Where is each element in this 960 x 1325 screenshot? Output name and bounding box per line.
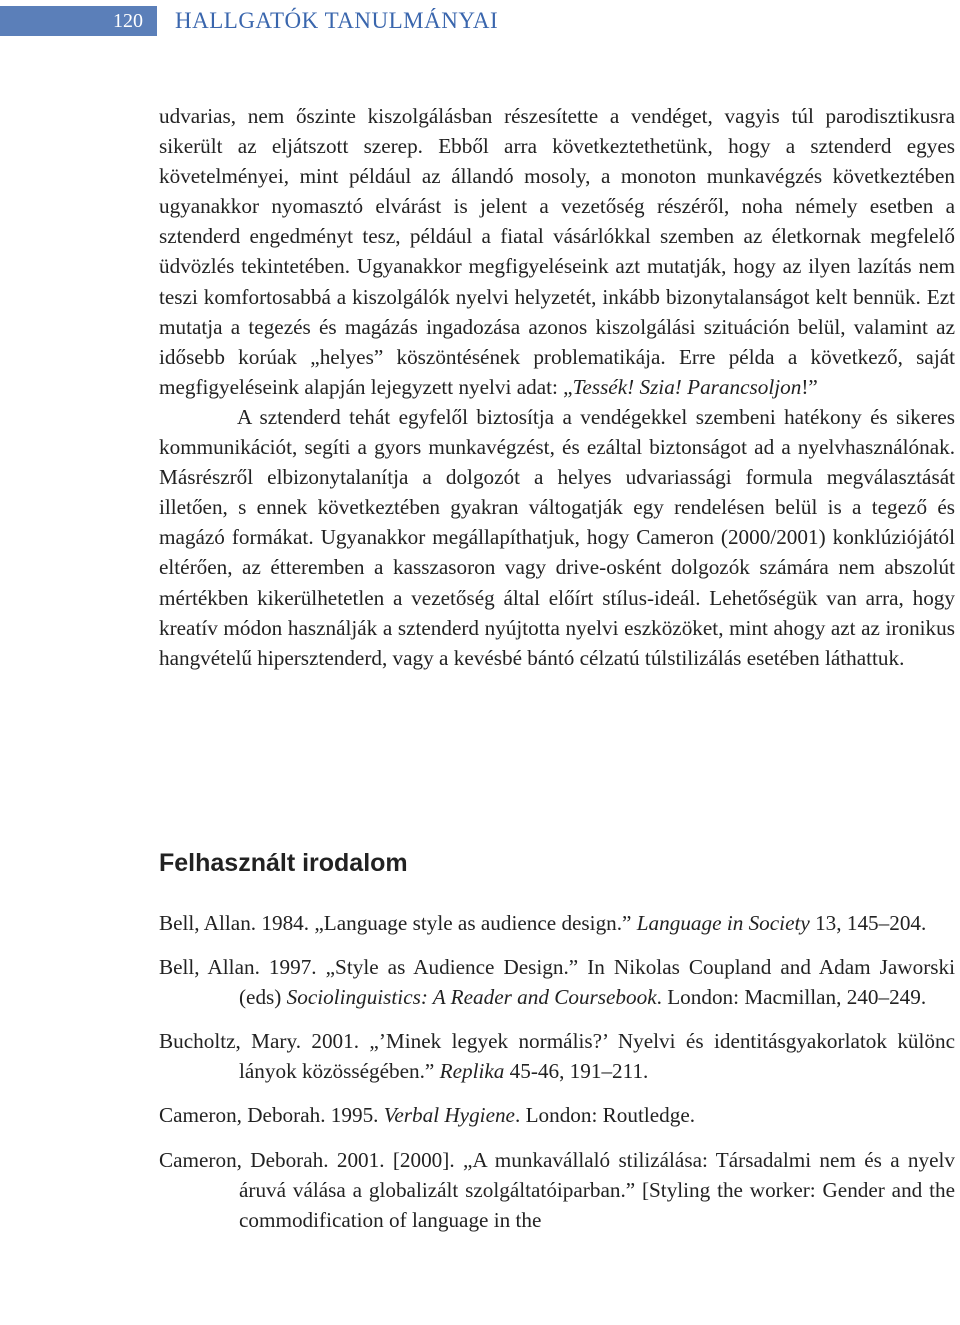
reference-venue: Verbal Hygiene bbox=[383, 1103, 515, 1128]
example-closing: !” bbox=[801, 374, 818, 399]
example-phrase: Tessék! Szia! Parancsoljon bbox=[572, 374, 802, 399]
reference-item bbox=[159, 1145, 955, 1235]
reference-venue: Sociolinguistics: A Reader and Coursebook bbox=[286, 985, 657, 1010]
body-paragraph bbox=[159, 101, 955, 402]
reference-text: Bucholtz, Mary. 2001. „’Minek legyek normális?’ Nyelvi és identitásgyakorlatok különc lányok közösségében.” bbox=[159, 1029, 955, 1084]
running-title: HALLGATÓK TANULMÁNYAI bbox=[175, 8, 499, 33]
reference-venue: Language in Society bbox=[636, 911, 810, 935]
reference-item bbox=[159, 1100, 955, 1130]
reference-list bbox=[159, 908, 955, 1249]
body-text bbox=[159, 101, 955, 673]
reference-text: 45-46, 191–211. bbox=[504, 1059, 649, 1084]
reference-text: Bell, Allan. 1997. „Style as Audience Design.” In Nikolas Coupland and Adam Jaworski (eds) bbox=[159, 955, 955, 1010]
reference-venue: Replika bbox=[439, 1059, 505, 1084]
reference-text: . London: Macmillan, 240–249. bbox=[656, 985, 927, 1010]
reference-text: Cameron, Deborah. 1995. bbox=[159, 1103, 384, 1128]
page-number: 120 bbox=[0, 6, 157, 36]
reference-item bbox=[159, 1026, 955, 1086]
references-heading: Felhasznált irodalom bbox=[159, 849, 408, 877]
reference-text: Bell, Allan. 1984. „Language style as audience design.” bbox=[159, 911, 637, 935]
reference-text: Cameron, Deborah. 2001. [2000]. „A munkavállaló stilizálása: Társadalmi nem és a nyelv áruvá válása a globalizált szolgáltatóiparban.” [Styling the worker: Gender and the commodification of language in the bbox=[159, 1147, 955, 1232]
reference-text: 13, 145–204. bbox=[809, 911, 927, 935]
reference-text: . London: Routledge. bbox=[514, 1103, 696, 1128]
body-paragraph: A sztenderd tehát egyfelől biztosítja a vendégekkel szembeni hatékony és sikeres kommunikációt, segíti a gyors munkavégzést, és ezáltal biztonságot ad a nyelvhasználónak. Másrészről elbizonytalanítja a dolgozót a helyes udvariassági formula megválasztását illetően, s ennek következtében gyakran váltogatják egy rendelésen belül is a tegező és magázó formákat. Ugyanakkor megállapíthatjuk, hogy Cameron (2000/2001) konklúziójától eltérően, az étteremben a kasszasoron vagy drive-osként dolgozók számára nem abszolút mértékben kikerülhetetlen a vezetőség által előírt stílus-ideál. Lehetőségük van arra, hogy kreatív módon használják a sztenderd nyújtotta nyelvi eszközöket, mint ahogy azt az ironikus hangvételű hipersztenderd, vagy a kevésbé bántó célzatú túlstilizálás esetében láthattuk. bbox=[159, 404, 955, 670]
reference-item bbox=[159, 908, 955, 938]
reference-item bbox=[159, 952, 955, 1012]
paragraph-text: udvarias, nem őszinte kiszolgálásban részesítette a vendéget, vagyis túl parodisztikusra sikerült az eljátszott szerep. Ebből arra következtethetünk, hogy a sztenderd egyes követelményei, mint például az állandó mosoly, a monoton munkavégzés következtében ugyanakkor nyomasztó elvárást is jelent a vezetőség részéről, noha némely esetben a sztenderd engedményt tesz, például a fiatal vásárlókkal szemben az életkornak megfelelő üdvözlés tekintetében. Ugyanakkor megfigyeléseink azt mutatják, hogy az ilyen lazítás nem teszi komfortosabbá a kiszolgálók nyelvi helyzetét, inkább bizonytalanságot kelt bennük. Ezt mutatja a tegezés és magázás ingadozása azonos kiszolgálási szituáción belül, valamint az idősebb korúak „helyes” köszöntésének problematikája. Erre példa a következő, saját megfigyeléseink alapján lejegyzett nyelvi adat: „ bbox=[159, 104, 955, 399]
page-header bbox=[0, 0, 960, 42]
